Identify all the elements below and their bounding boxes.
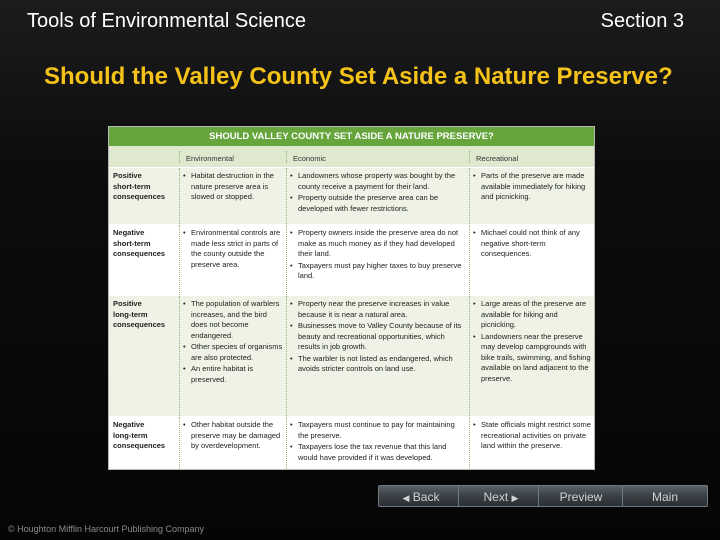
table-row (109, 295, 594, 416)
next-button[interactable] (458, 485, 544, 507)
cell-item: • Michael could not think of any negative short-term consequences. (473, 228, 591, 260)
table-row (109, 416, 594, 470)
back-button[interactable] (378, 485, 464, 507)
cell-item: • Landowners near the preserve may develop campgrounds with bike trails, swimming, and fishing available on land adjacent to the preserve. (473, 332, 591, 385)
back-arrow-icon: ◀ (402, 493, 410, 503)
cell-item: • Landowners whose property was bought by the county receive a payment for their land. (290, 171, 466, 192)
consequences-table (108, 126, 595, 470)
cell-item: • Large areas of the preserve are available for hiking and picnicking. (473, 299, 591, 331)
header-environmental: Environmental (179, 151, 286, 163)
cell-item: • Habitat destruction in the nature preserve area is slowed or stopped. (183, 171, 283, 203)
cell-item: • Businesses move to Valley County because of its beauty and recreational opportunities, which results in job growth. (290, 321, 466, 353)
back-label: Back (412, 490, 440, 504)
cell-item: • Parts of the preserve are made available immediately for hiking and picnicking. (473, 171, 591, 203)
cell-item: • State officials might restrict some recreational activities on private land within the preserve. (473, 420, 591, 452)
section-label: Section 3 (600, 10, 684, 32)
row-label: Positive long-term consequences (113, 299, 166, 329)
course-title: Tools of Environmental Science (27, 10, 307, 32)
preview-label: Preview (559, 490, 603, 504)
preview-button[interactable] (538, 485, 624, 507)
header-economic: Economic (286, 151, 469, 163)
header-empty (109, 155, 179, 158)
table-row (109, 167, 594, 224)
cell-item: • Taxpayers lose the tax revenue that this land would have provided if it was developed. (290, 442, 466, 463)
row-label: Positive short-term consequences (113, 171, 166, 201)
main-label: Main (651, 490, 678, 504)
cell-item: • Taxpayers must pay higher taxes to buy preserve land. (290, 261, 466, 282)
cell-item: • Other species of organisms are also protected. (183, 342, 283, 363)
table-title: SHOULD VALLEY COUNTY SET ASIDE A NATURE PRESERVE? (109, 127, 594, 146)
copyright-footer: © Houghton Mifflin Harcourt Publishing Company (8, 524, 205, 534)
next-arrow-icon: ▶ (511, 493, 519, 503)
cell-item: • The warbler is not listed as endangered, which avoids stricter controls on land use. (290, 354, 466, 375)
cell-item: • Property near the preserve increases in value because it is near a natural area. (290, 299, 466, 320)
cell-item: • Other habitat outside the preserve may be damaged by overdevelopment. (183, 420, 283, 452)
row-label: Negative short-term consequences (113, 228, 166, 258)
main-button[interactable] (622, 485, 708, 507)
cell-item: • The population of warblers increases, and the bird does not become endangered. (183, 299, 283, 341)
table-header-row (109, 146, 594, 167)
cell-item: • Property outside the preserve area can be developed with fewer restrictions. (290, 193, 466, 214)
cell-item: • Taxpayers must continue to pay for maintaining the preserve. (290, 420, 466, 441)
next-label: Next (483, 490, 509, 504)
row-label: Negative long-term consequences (113, 420, 166, 450)
slide-title: Should the Valley County Set Aside a Nature Preserve? (44, 63, 673, 90)
header-recreational: Recreational (469, 151, 594, 163)
cell-item: • Property owners inside the preserve area do not make as much money as if they had developed their land. (290, 228, 466, 260)
cell-item: • Environmental controls are made less strict in parts of the county outside the preserve area. (183, 228, 283, 270)
cell-item: • An entire habitat is preserved. (183, 364, 283, 385)
table-row (109, 224, 594, 295)
